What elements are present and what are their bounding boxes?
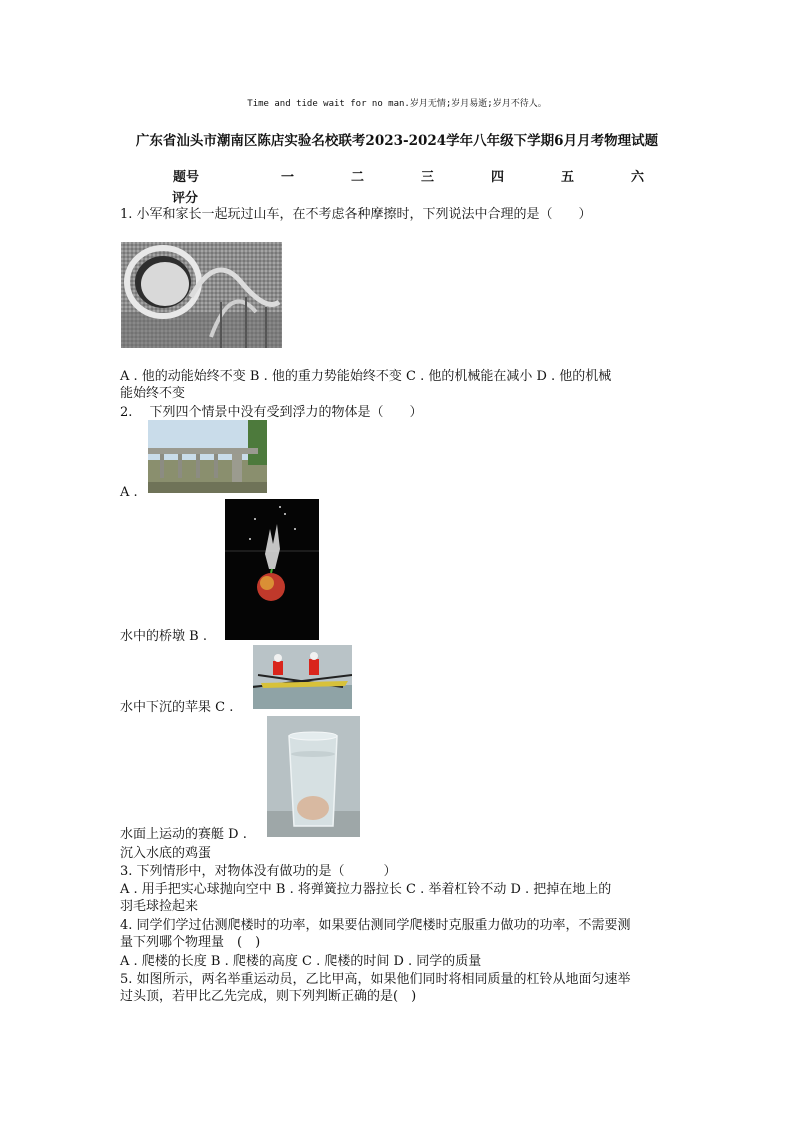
q3-options-line1: A . 用手把实心球抛向空中 B . 将弹簧拉力器拉长 C . 举着杠铃不动 D . 把掉在地上的 [120,882,612,897]
q1-stem: 1. 小军和家长一起玩过山车，在不考虑各种摩擦时，下列说法中合理的是（ ） [120,207,592,222]
q5-stem-line2: 过头顶，若甲比乙先完成，则下列判断正确的是( ) [120,989,417,1004]
q2-stem: 2. 下列四个情景中没有受到浮力的物体是（ ） [120,405,423,420]
score-col-5: 五 [561,170,575,185]
q1-options-line1: A . 他的动能始终不变 B . 他的重力势能始终不变 C . 他的机械能在减小 D . 他的机械 [120,369,612,384]
egg-in-glass-image [267,716,360,837]
score-col-4: 四 [491,170,505,185]
score-col-1: 一 [281,170,295,185]
score-header-label: 题号 [173,170,200,185]
q3-options-line2: 羽毛球捡起来 [120,899,199,914]
bridge-pier-image [148,420,267,493]
q1-options-line2: 能始终不变 [120,386,186,401]
q2-option-a-marker: A . [120,485,138,500]
sinking-apple-image [225,499,319,640]
score-table-header-row [120,166,680,184]
score-col-6: 六 [631,170,645,185]
q3-stem: 3. 下列情形中，对物体没有做功的是（ ） [120,864,397,879]
score-col-2: 二 [351,170,365,185]
q2-option-b-caption-c-marker: 水中下沉的苹果 C . [120,700,234,715]
q2-option-a-caption-b-marker: 水中的桥墩 B . [120,629,207,644]
score-col-3: 三 [421,170,435,185]
exam-title: 广东省汕头市潮南区陈店实验名校联考2023-2024学年八年级下学期6月月考物理试题 [135,133,659,149]
page-motto: Time and tide wait for no man.岁月无情;岁月易逝;岁月不待人。 [247,99,547,109]
q2-option-c-caption-d-marker: 水面上运动的赛艇 D . [120,827,247,842]
q4-options: A . 爬楼的长度 B . 爬楼的高度 C . 爬楼的时间 D . 同学的质量 [120,954,482,969]
q4-stem-line2: 量下列哪个物理量 ( ) [120,935,261,950]
score-row-label: 评分 [172,191,199,206]
q2-option-d-caption: 沉入水底的鸡蛋 [120,846,212,861]
q4-stem-line1: 4. 同学们学过估测爬楼时的功率，如果要估测同学爬楼时克服重力做功的功率，不需要测 [120,918,631,933]
roller-coaster-image [121,242,282,348]
q5-stem-line1: 5. 如图所示，两名举重运动员，乙比甲高，如果他们同时将相同质量的杠铃从地面匀速举 [120,972,631,987]
